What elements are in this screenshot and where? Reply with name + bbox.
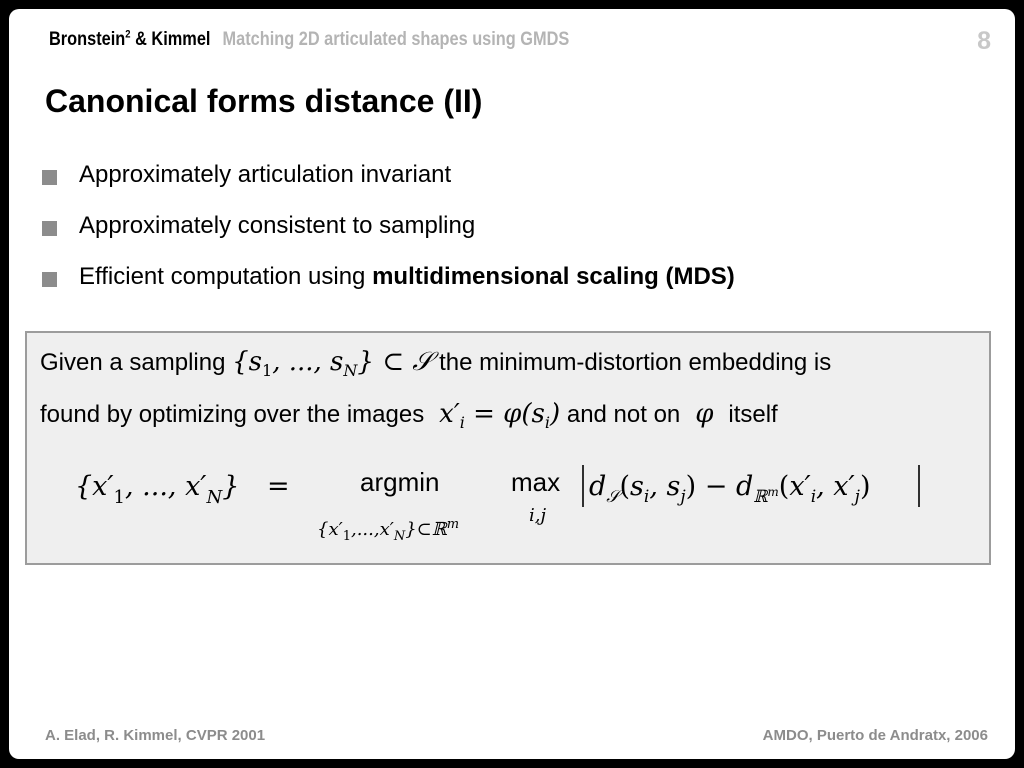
page-number: 8: [977, 27, 991, 55]
svg-text:{x′1, ..., x′N}: {$x'_1$, ..., $x'_N$}: [75, 471, 240, 508]
footer-right: AMDO, Puerto de Andratx, 2006: [762, 727, 988, 744]
images-formula: $x'_i = \varphi(s_i)$: [430, 399, 561, 433]
bullet-item: Approximately articulation invariant: [41, 161, 735, 212]
svg-text:d𝒮(si, sj) − dℝm(x′i, x′j): $d_𝒮(s_i$, $s_j) - d_ℝ^m(x'_i$, $x'_j$): [589, 471, 871, 507]
sampling-set-formula: {$s_1$, ..., $s_N$} ⊂ 𝒮: [232, 347, 433, 381]
box-line-1: Given a sampling {$s_1$, ..., $s_N$} ⊂ 𝒮 the minimum-distortion embedding is: [40, 347, 832, 381]
footer-left: A. Elad, R. Kimmel, CVPR 2001: [45, 727, 266, 744]
header-subtitle: Matching 2D articulated shapes using GMDS: [222, 29, 570, 51]
argmin-label: argmin: [360, 467, 440, 497]
bullet-list: [41, 161, 735, 314]
square-bullet-icon: [42, 272, 57, 287]
square-bullet-icon: [42, 221, 57, 236]
bullet-item: Approximately consistent to sampling: [41, 212, 735, 263]
max-label: max: [511, 467, 561, 497]
square-bullet-icon: [42, 170, 57, 185]
slide-title: Canonical forms distance (II): [45, 83, 483, 119]
header-authors: Bronstein$^2$ & Kimmel: [49, 29, 211, 51]
bullet-item: Efficient computation using multidimensional scaling (MDS): [41, 263, 735, 314]
box-line-2: found by optimizing over the images $x'_i = \varphi(s_i)$ and not on φ itself: [40, 399, 778, 433]
svg-text:{x′1,...,x′N}⊂ℝm: $\{x'_1,...,x'_N\}\subset ℝ^m$: [317, 517, 460, 544]
slide-header: [49, 29, 569, 51]
svg-text:=: =: [267, 471, 290, 502]
phi-symbol: φ: [686, 399, 722, 429]
definition-box: [25, 331, 991, 565]
svg-text:i,j: i,j: [529, 505, 547, 526]
mds-equation: [27, 445, 989, 555]
slide: [9, 9, 1015, 759]
